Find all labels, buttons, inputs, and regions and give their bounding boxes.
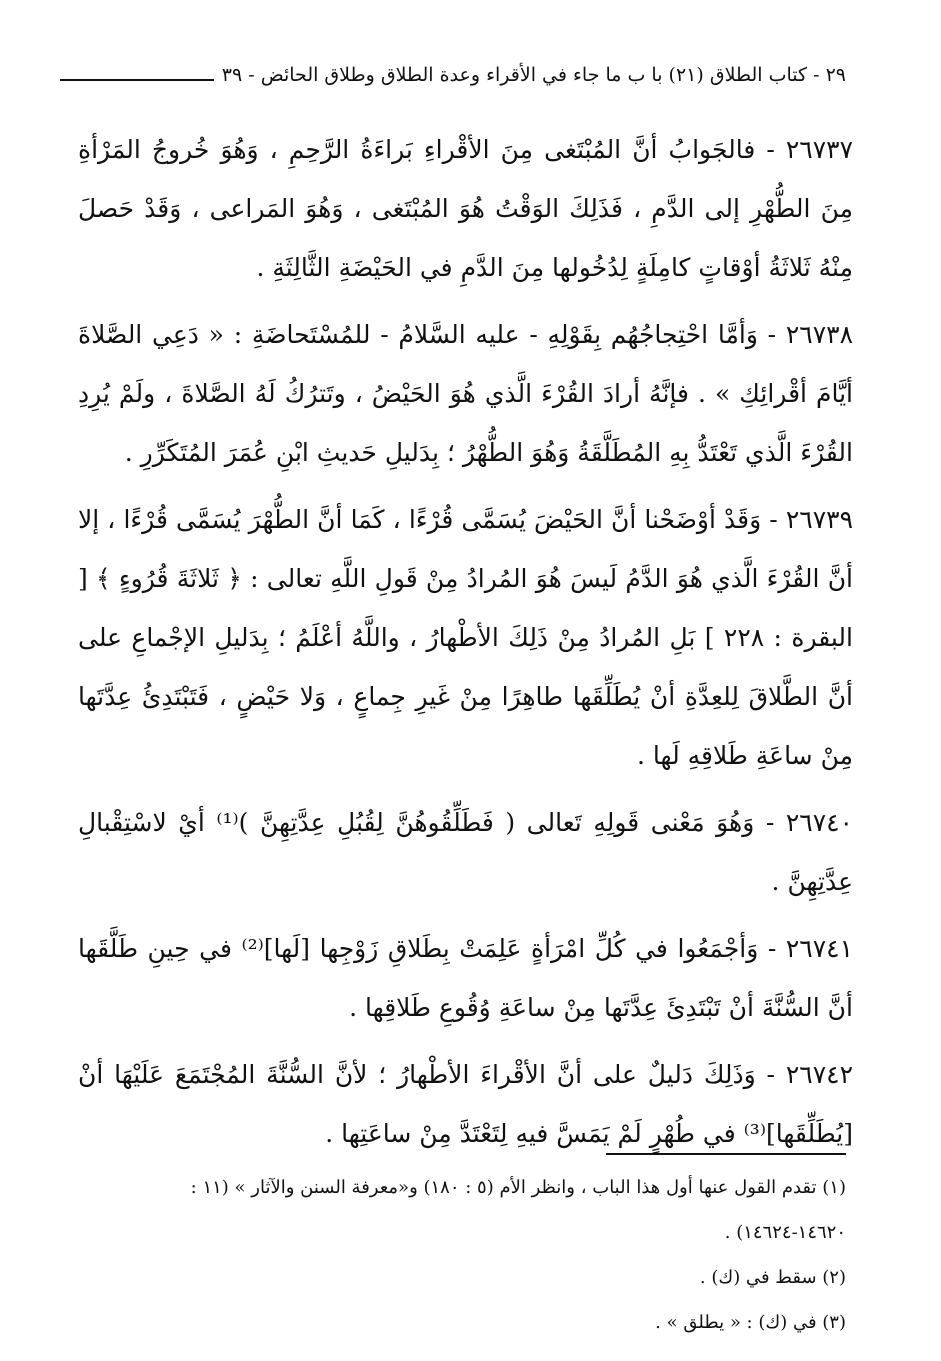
- paragraph-26740: ٢٦٧٤٠ - وَهُوَ مَعْنى قَولِهِ تَعالى ( فَطَلِّقُوهُنَّ لِقُبُلِ عِدَّتِهِنَّ )⁽¹⁾ أيْ لاسْتِقْبالِ عِدَّتِهِنَّ .: [78, 808, 853, 896]
- paragraph-26742: ٢٦٧٤٢ - وَذَلِكَ دَليلٌ على أنَّ الأقْراءَ الأطْهارُ ؛ لأنَّ السُّنَّةَ المُجْتَمَعَ عَلَيْهَا أنْ [يُطَلِّقَها]⁽³⁾ في طُهْرٍ لَمْ يَمَسَّ فيهِ لِتَعْتَدَّ مِنْ ساعَتِها .: [78, 1060, 853, 1148]
- footnote-1: (١) تقدم القول عنها أول هذا الباب ، وانظر الأم (٥ : ١٨٠) و«معرفة السنن والآثار » (١١ :: [190, 1177, 846, 1198]
- running-header: [60, 55, 846, 95]
- footnote-3: (٣) في (ك) : « يطلق » .: [655, 1312, 846, 1333]
- paragraph-26738: ٢٦٧٣٨ - وَأمَّا احْتِجاجُهُم بِقَوْلِهِ - عليه السَّلامُ - للمُسْتَحاضَةِ : « دَعِي الصَّلاةَ أيَّامَ أقْرائِكِ » . فإنَّهُ أرادَ القُرْءَ الَّذي هُوَ الحَيْضُ ، وتَترُكُ لَهُ الصَّلاةَ ، ولَمْ يُرِدِ القُرْءَ الَّذي تَعْتَدُّ بِهِ المُطَلَّقَةُ وَهُوَ الطُّهْرُ ؛ بِدَليلِ حَديثِ ابْنِ عُمَرَ المُتَكَرِّرِ .: [78, 320, 854, 467]
- paragraph-26739: ٢٦٧٣٩ - وَقَدْ أوْضَحْنا أنَّ الحَيْضَ يُسَمَّى قُرْءًا ، كَمَا أنَّ الطُّهْرَ يُسَمَّى قُرْءًا ، إلا أنَّ القُرْءَ الَّذي هُوَ الدَّمُ لَيسَ هُوَ المُرادُ مِنْ قَولِ اللَّهِ تعالى : ﴿ ثَلاثَةَ قُرُوءٍ ﴾ [ البقرة : ٢٢٨ ] بَلِ المُرادُ مِنْ ذَلِكَ الأطْهارُ ، واللَّهُ أعْلَمُ ؛ بِدَليلِ الإجْماعِ على أنَّ الطَّلاقَ لِلعِدَّةِ أنْ يُطَلِّقَها طاهِرًا مِنْ غَيرِ جِماعٍ ، وَلا حَيْضٍ ، فَتَبْتَدِئُ عِدَّتَها مِنْ ساعَةِ طَلاقِهِ لَها .: [78, 505, 853, 770]
- header-title: ٢٩ - كتاب الطلاق (٢١) با ب ما جاء في الأقراء وعدة الطلاق وطلاق الحائض - ٣٩: [221, 64, 846, 86]
- main-text: [78, 120, 853, 1171]
- footnote-1-continued: ١٤٦٢٠-١٤٦٢٤) .: [724, 1222, 846, 1243]
- paragraph-26741: ٢٦٧٤١ - وَأجْمَعُوا في كُلِّ امْرَأةٍ عَلِمَتْ بِطَلاقِ زَوْجِها [لَها]⁽²⁾ في حِينِ طَلَّقَها أنَّ السُّنَّةَ أنْ تَبْتَدِئَ عِدَّتَها مِنْ ساعَةِ وُقُوعِ طَلاقِها .: [78, 934, 853, 1022]
- footnote-2: (٢) سقط في (ك) .: [699, 1267, 846, 1288]
- header-rule: [60, 79, 214, 81]
- paragraph-26737: ٢٦٧٣٧ - فالجَوابُ أنَّ المُبْتَغى مِنَ الأقْراءِ بَراءَةُ الرَّحِمِ ، وَهُوَ خُروجُ المَرْأةِ مِنَ الطُّهْرِ إلى الدَّمِ ، فَذَلِكَ الوَقْتُ هُوَ المُبْتَغى ، وَهُوَ المَراعى ، وَقَدْ حَصلَ مِنْهُ ثَلاثَةُ أوْقاتٍ كامِلَةٍ لِدُخُولها مِنَ الدَّمِ في الحَيْضَةِ الثَّالِثَةِ .: [78, 135, 853, 282]
- footnote-separator: [606, 1153, 846, 1155]
- footnotes: [75, 1165, 846, 1345]
